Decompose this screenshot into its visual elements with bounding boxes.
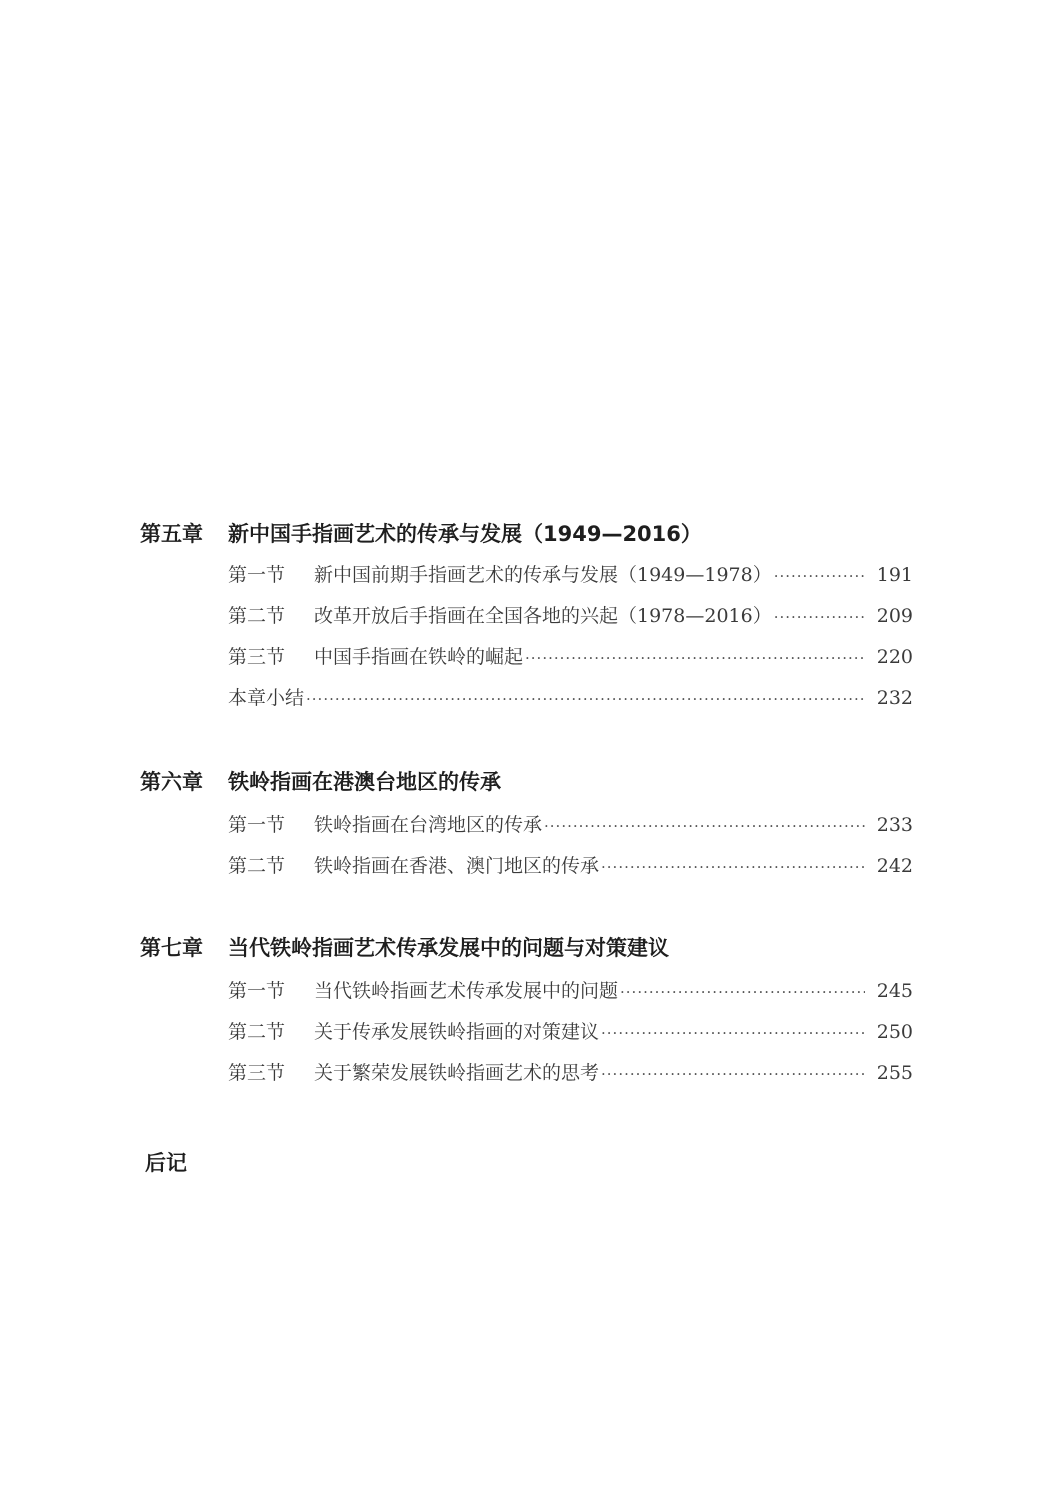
chapter-number: 第七章 xyxy=(140,936,203,960)
section-number: 第一节 xyxy=(228,980,286,1002)
chapter-heading[interactable] xyxy=(140,932,920,964)
page-number: 250 xyxy=(876,1021,913,1043)
section-title: 关于繁荣发展铁岭指画艺术的思考 xyxy=(314,1062,600,1084)
toc-entry[interactable] xyxy=(228,642,913,683)
section-title: 新中国前期手指画艺术的传承与发展（1949—1978） xyxy=(314,564,772,586)
dot-leader xyxy=(544,817,865,835)
toc-entry[interactable] xyxy=(228,810,913,851)
toc-entry[interactable] xyxy=(228,1017,913,1058)
section-list xyxy=(228,810,913,892)
chapter-title: 新中国手指画艺术的传承与发展（1949—2016） xyxy=(228,522,702,546)
page-number: 209 xyxy=(876,605,913,627)
section-title: 当代铁岭指画艺术传承发展中的问题 xyxy=(314,980,619,1002)
toc-entry[interactable] xyxy=(228,683,913,724)
section-list xyxy=(228,976,913,1099)
dot-leader xyxy=(774,608,865,626)
chapter-7 xyxy=(140,932,920,1099)
section-title: 改革开放后手指画在全国各地的兴起（1978—2016） xyxy=(314,605,772,627)
section-number: 第二节 xyxy=(228,855,286,877)
dot-leader xyxy=(601,1024,865,1042)
dot-leader xyxy=(306,690,865,708)
section-title: 中国手指画在铁岭的崛起 xyxy=(314,646,524,668)
toc-entry[interactable] xyxy=(228,1058,913,1099)
chapter-title: 当代铁岭指画艺术传承发展中的问题与对策建议 xyxy=(228,936,669,960)
postscript-heading[interactable]: 后记 xyxy=(145,1151,187,1175)
page-number: 191 xyxy=(876,564,913,586)
dot-leader xyxy=(774,567,865,585)
page-number: 220 xyxy=(876,646,913,668)
section-number: 第二节 xyxy=(228,1021,286,1043)
page-number: 232 xyxy=(876,687,913,709)
section-title: 铁岭指画在台湾地区的传承 xyxy=(314,814,543,836)
page-number: 245 xyxy=(876,980,913,1002)
toc-entry[interactable] xyxy=(228,976,913,1017)
page-number: 242 xyxy=(876,855,913,877)
section-number: 第二节 xyxy=(228,605,286,627)
chapter-number: 第六章 xyxy=(140,770,203,794)
section-number: 第三节 xyxy=(228,646,286,668)
toc-entry[interactable] xyxy=(228,560,913,601)
chapter-5 xyxy=(140,518,920,724)
section-title: 铁岭指画在香港、澳门地区的传承 xyxy=(314,855,600,877)
section-list xyxy=(228,560,913,724)
toc-entry[interactable] xyxy=(228,851,913,892)
section-number: 第一节 xyxy=(228,814,286,836)
chapter-title: 铁岭指画在港澳台地区的传承 xyxy=(228,770,501,794)
dot-leader xyxy=(525,649,865,667)
chapter-number: 第五章 xyxy=(140,522,203,546)
dot-leader xyxy=(601,858,865,876)
chapter-heading[interactable] xyxy=(140,518,920,550)
chapter-6 xyxy=(140,766,920,892)
chapter-heading[interactable] xyxy=(140,766,920,798)
dot-leader xyxy=(601,1065,865,1083)
section-number: 第三节 xyxy=(228,1062,286,1084)
page-number: 233 xyxy=(876,814,913,836)
page-number: 255 xyxy=(876,1062,913,1084)
section-number: 第一节 xyxy=(228,564,286,586)
section-title: 关于传承发展铁岭指画的对策建议 xyxy=(314,1021,600,1043)
section-title: 本章小结 xyxy=(228,687,305,709)
dot-leader xyxy=(620,983,865,1001)
toc-entry[interactable] xyxy=(228,601,913,642)
